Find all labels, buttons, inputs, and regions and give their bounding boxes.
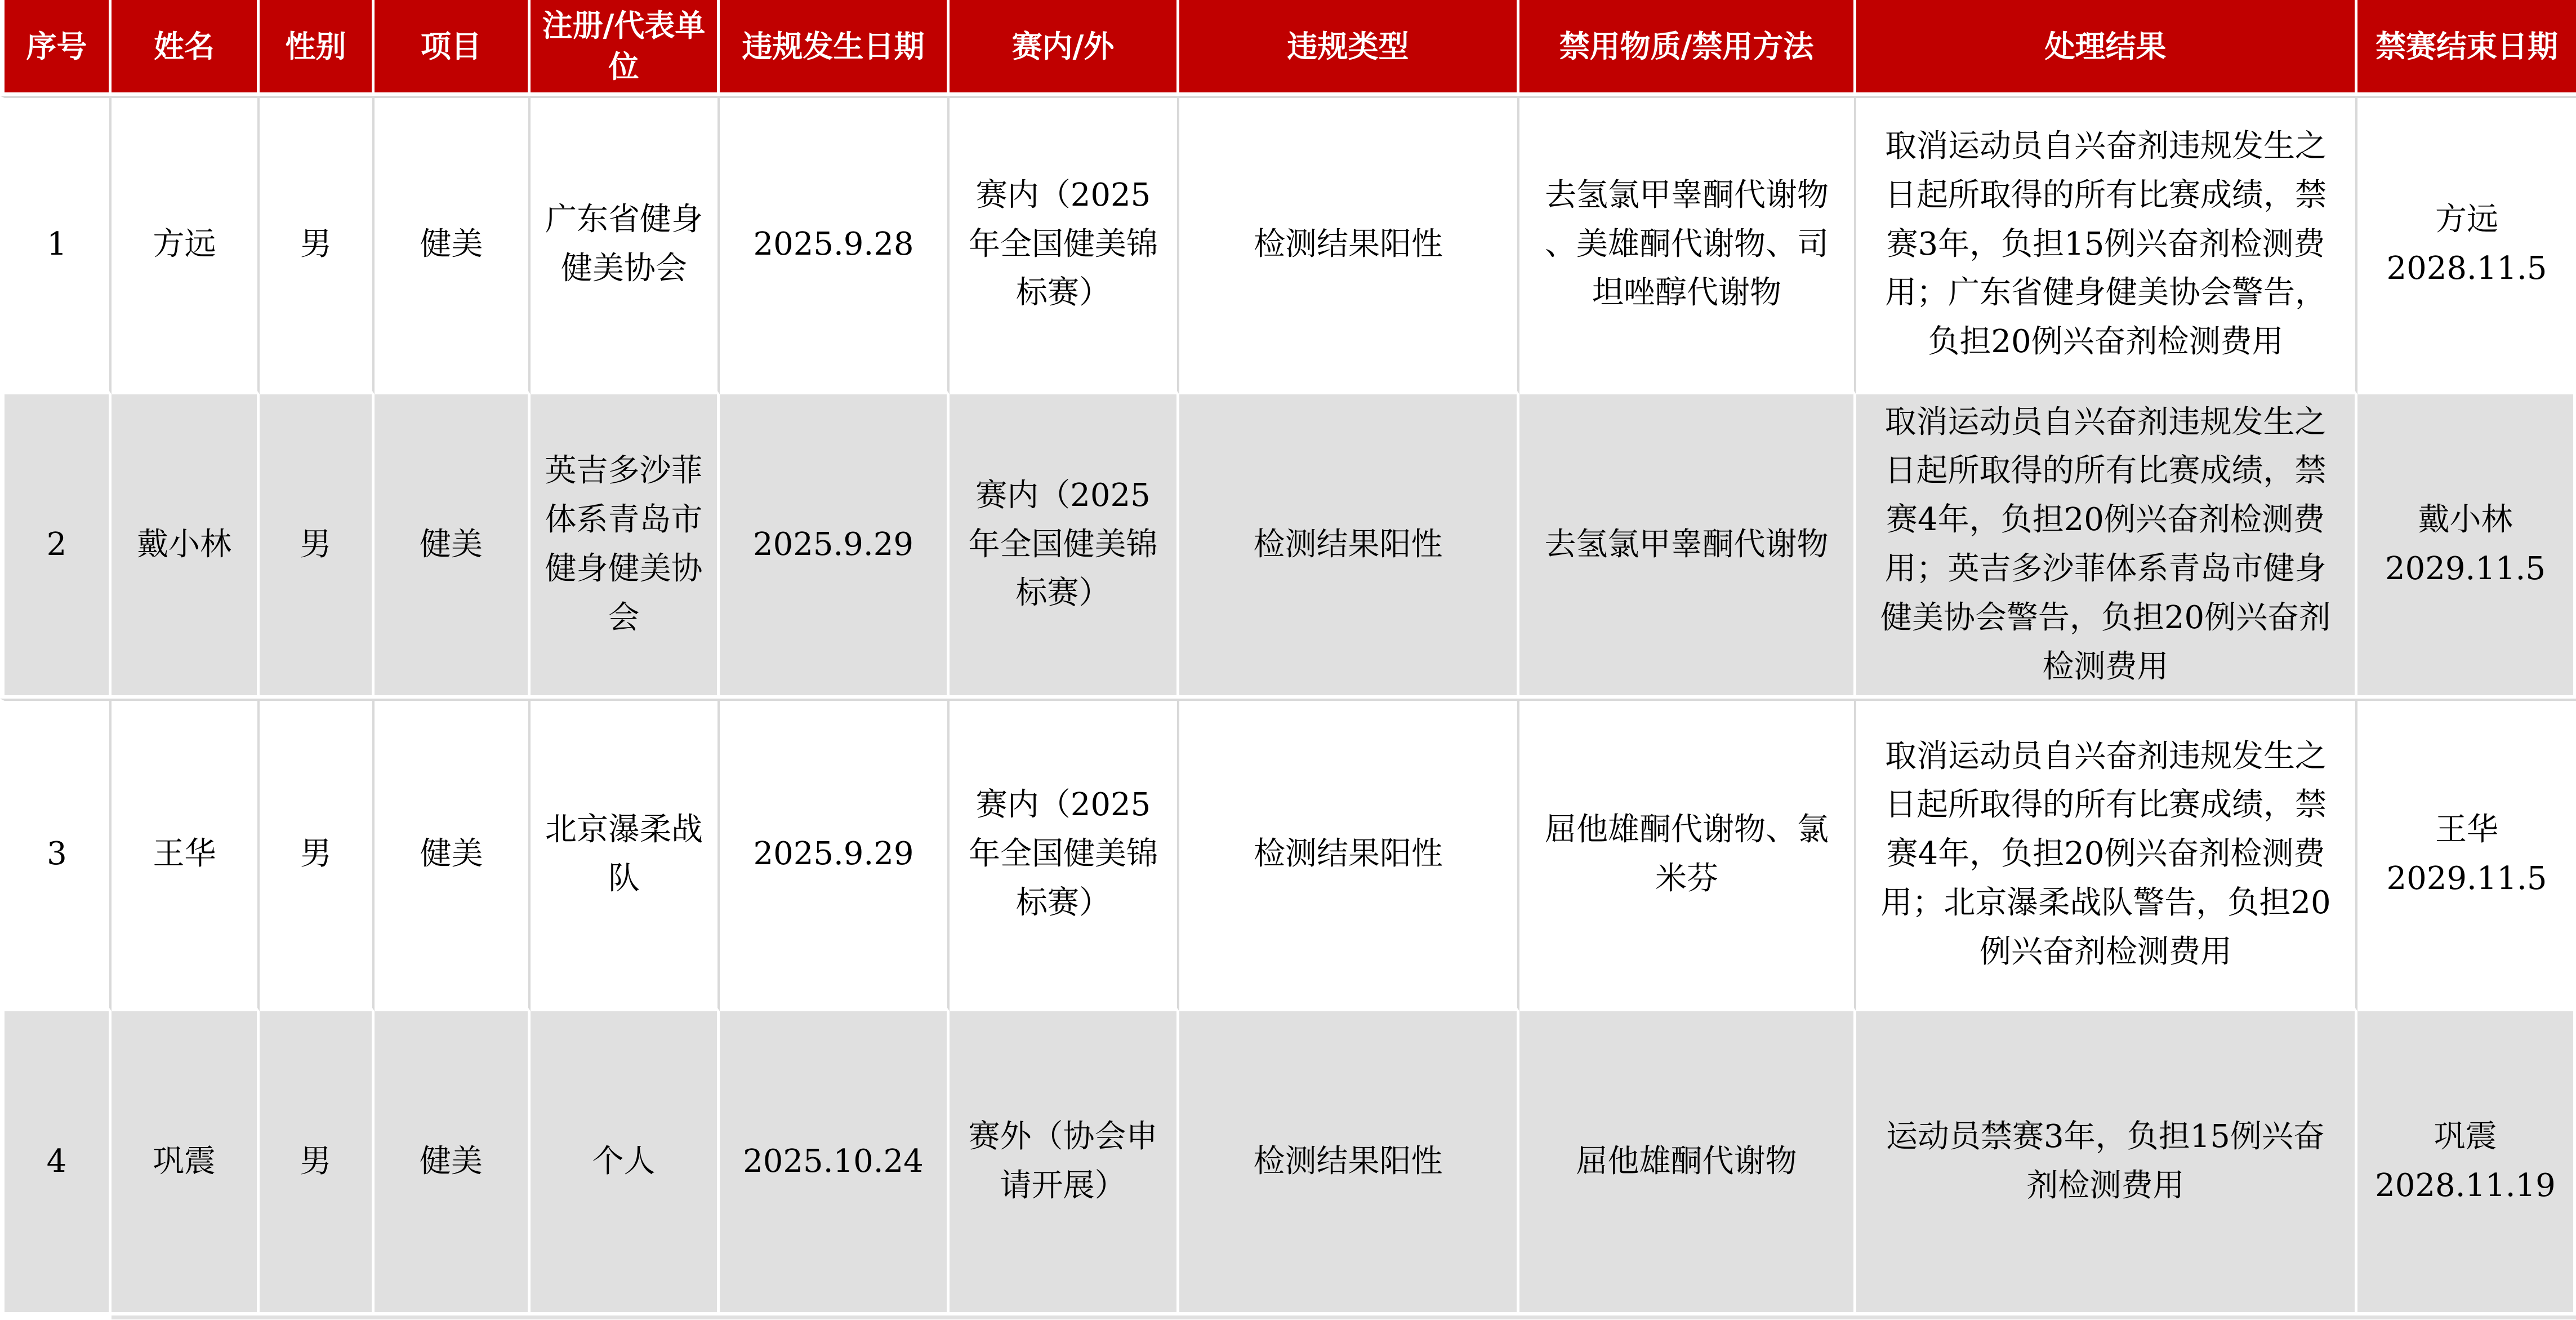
col-header-gender: 性别 [260, 0, 375, 96]
table-header [0, 0, 2576, 96]
header-row [0, 0, 2576, 96]
col-header-sport: 项目 [375, 0, 531, 96]
cell-name: 巩震 [112, 1011, 260, 1315]
table-row [0, 96, 2576, 394]
cell-gender: 男 [260, 699, 375, 1011]
cell-unit: 广东省健身健美协会 [531, 96, 720, 394]
table-row [0, 1011, 2576, 1315]
ban-end-date: 2029.11.5 [2386, 860, 2547, 897]
cell-gender: 男 [260, 394, 375, 699]
ban-end-date: 2029.11.5 [2385, 550, 2546, 587]
cell-in-out-competition: 赛内（2025年全国健美锦标赛） [950, 394, 1179, 699]
col-header-violation-type: 违规类型 [1179, 0, 1519, 96]
cell-result: 运动员禁赛3年，负担15例兴奋剂检测费用 [1856, 1011, 2357, 1315]
cell-result: 取消运动员自兴奋剂违规发生之日起所取得的所有比赛成绩，禁赛3年，负担15例兴奋剂检测费用；广东省健身健美协会警告，负担20例兴奋剂检测费用 [1856, 96, 2357, 394]
cell-ban-end [2357, 1011, 2576, 1315]
cell-gender: 男 [260, 96, 375, 394]
cell-unit: 英吉多沙菲体系青岛市健身健美协会 [531, 394, 720, 699]
table-row [0, 699, 2576, 1011]
cell-gender: 男 [260, 1011, 375, 1315]
cell-no: 2 [0, 394, 112, 699]
cell-ban-end [2357, 96, 2576, 394]
cell-violation-type: 检测结果阳性 [1179, 96, 1519, 394]
next-row-top-sliver [112, 1315, 2576, 1319]
col-header-violation-date: 违规发生日期 [720, 0, 950, 96]
cell-violation-type: 检测结果阳性 [1179, 1011, 1519, 1315]
cell-sport: 健美 [375, 394, 531, 699]
cell-in-out-competition: 赛内（2025年全国健美锦标赛） [950, 96, 1179, 394]
cell-substance: 屈他雄酮代谢物、氯米芬 [1519, 699, 1856, 1011]
ban-athlete-name: 方远 [2435, 201, 2498, 238]
col-header-unit: 注册/代表单位 [531, 0, 720, 96]
ban-athlete-name: 巩震 [2434, 1118, 2497, 1155]
table-row [0, 394, 2576, 699]
cell-violation-type: 检测结果阳性 [1179, 699, 1519, 1011]
ban-end-date: 2028.11.19 [2375, 1167, 2556, 1204]
ban-athlete-name: 戴小林 [2418, 501, 2513, 539]
cell-violation-date: 2025.9.29 [720, 394, 950, 699]
cell-no: 4 [0, 1011, 112, 1315]
cell-no: 1 [0, 96, 112, 394]
col-header-substance: 禁用物质/禁用方法 [1519, 0, 1856, 96]
cell-name: 方远 [112, 96, 260, 394]
col-header-ban-end-date: 禁赛结束日期 [2357, 0, 2576, 96]
cell-sport: 健美 [375, 699, 531, 1011]
cell-violation-date: 2025.10.24 [720, 1011, 950, 1315]
cell-sport: 健美 [375, 1011, 531, 1315]
col-header-name: 姓名 [112, 0, 260, 96]
cell-violation-type: 检测结果阳性 [1179, 394, 1519, 699]
cell-name: 王华 [112, 699, 260, 1011]
cell-unit: 北京瀑柔战队 [531, 699, 720, 1011]
cell-violation-date: 2025.9.29 [720, 699, 950, 1011]
ban-athlete-name: 王华 [2435, 811, 2498, 848]
cell-sport: 健美 [375, 96, 531, 394]
cell-ban-end [2357, 699, 2576, 1011]
cell-no: 3 [0, 699, 112, 1011]
col-header-result: 处理结果 [1856, 0, 2357, 96]
ban-end-date: 2028.11.5 [2386, 250, 2547, 287]
col-header-in-out-competition: 赛内/外 [950, 0, 1179, 96]
cell-violation-date: 2025.9.28 [720, 96, 950, 394]
cell-substance: 去氢氯甲睾酮代谢物、美雄酮代谢物、司坦唑醇代谢物 [1519, 96, 1856, 394]
cell-in-out-competition: 赛外（协会申请开展） [950, 1011, 1179, 1315]
cell-unit: 个人 [531, 1011, 720, 1315]
col-header-no: 序号 [0, 0, 112, 96]
cell-result: 取消运动员自兴奋剂违规发生之日起所取得的所有比赛成绩，禁赛4年，负担20例兴奋剂检测费用；北京瀑柔战队警告，负担20例兴奋剂检测费用 [1856, 699, 2357, 1011]
cell-name: 戴小林 [112, 394, 260, 699]
cell-in-out-competition: 赛内（2025年全国健美锦标赛） [950, 699, 1179, 1011]
cell-substance: 去氢氯甲睾酮代谢物 [1519, 394, 1856, 699]
cell-substance: 屈他雄酮代谢物 [1519, 1011, 1856, 1315]
cell-ban-end [2357, 394, 2576, 699]
cell-result: 取消运动员自兴奋剂违规发生之日起所取得的所有比赛成绩，禁赛4年，负担20例兴奋剂检测费用；英吉多沙菲体系青岛市健身健美协会警告，负担20例兴奋剂检测费用 [1856, 394, 2357, 699]
